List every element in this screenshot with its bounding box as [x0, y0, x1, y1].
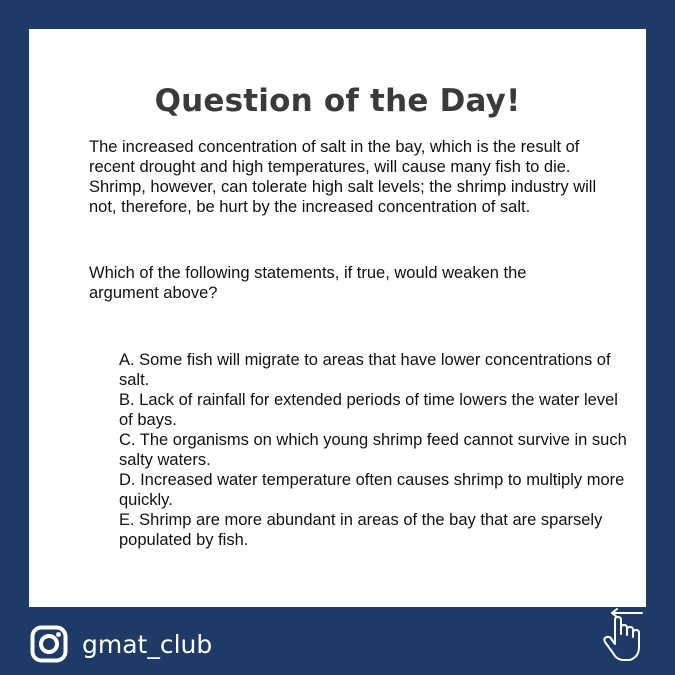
answer-option-e: E. Shrimp are more abundant in areas of the bay that are sparsely populated by fish.: [119, 511, 603, 549]
instagram-icon[interactable]: [30, 625, 68, 663]
answer-option-b: B. Lack of rainfall for extended periods of time lowers the water level of bays.: [119, 391, 618, 429]
argument-passage: The increased concentration of salt in the bay, which is the result of recent drought and high temperatures, will cause many fish to die. Shrimp, however, can tolerate high salt levels; the shrimp industry will not, therefore, be hurt by the increased concentration of salt.: [89, 138, 597, 216]
answer-option-d: D. Increased water temperature often causes shrimp to multiply more quickly.: [119, 471, 625, 509]
social-handle[interactable]: gmat_club: [82, 629, 213, 659]
question-card: [29, 29, 646, 607]
answer-option-c: C. The organisms on which young shrimp feed cannot survive in such salty waters.: [119, 431, 627, 469]
answer-options: [119, 350, 629, 550]
page-title: Question of the Day!: [154, 83, 521, 119]
answer-option-a: A. Some fish will migrate to areas that have lower concentrations of salt.: [119, 351, 611, 389]
footer-social: [30, 623, 212, 665]
question-prompt: Which of the following statements, if true, would weaken the argument above?: [89, 264, 527, 302]
swipe-hand-icon: [598, 607, 648, 665]
